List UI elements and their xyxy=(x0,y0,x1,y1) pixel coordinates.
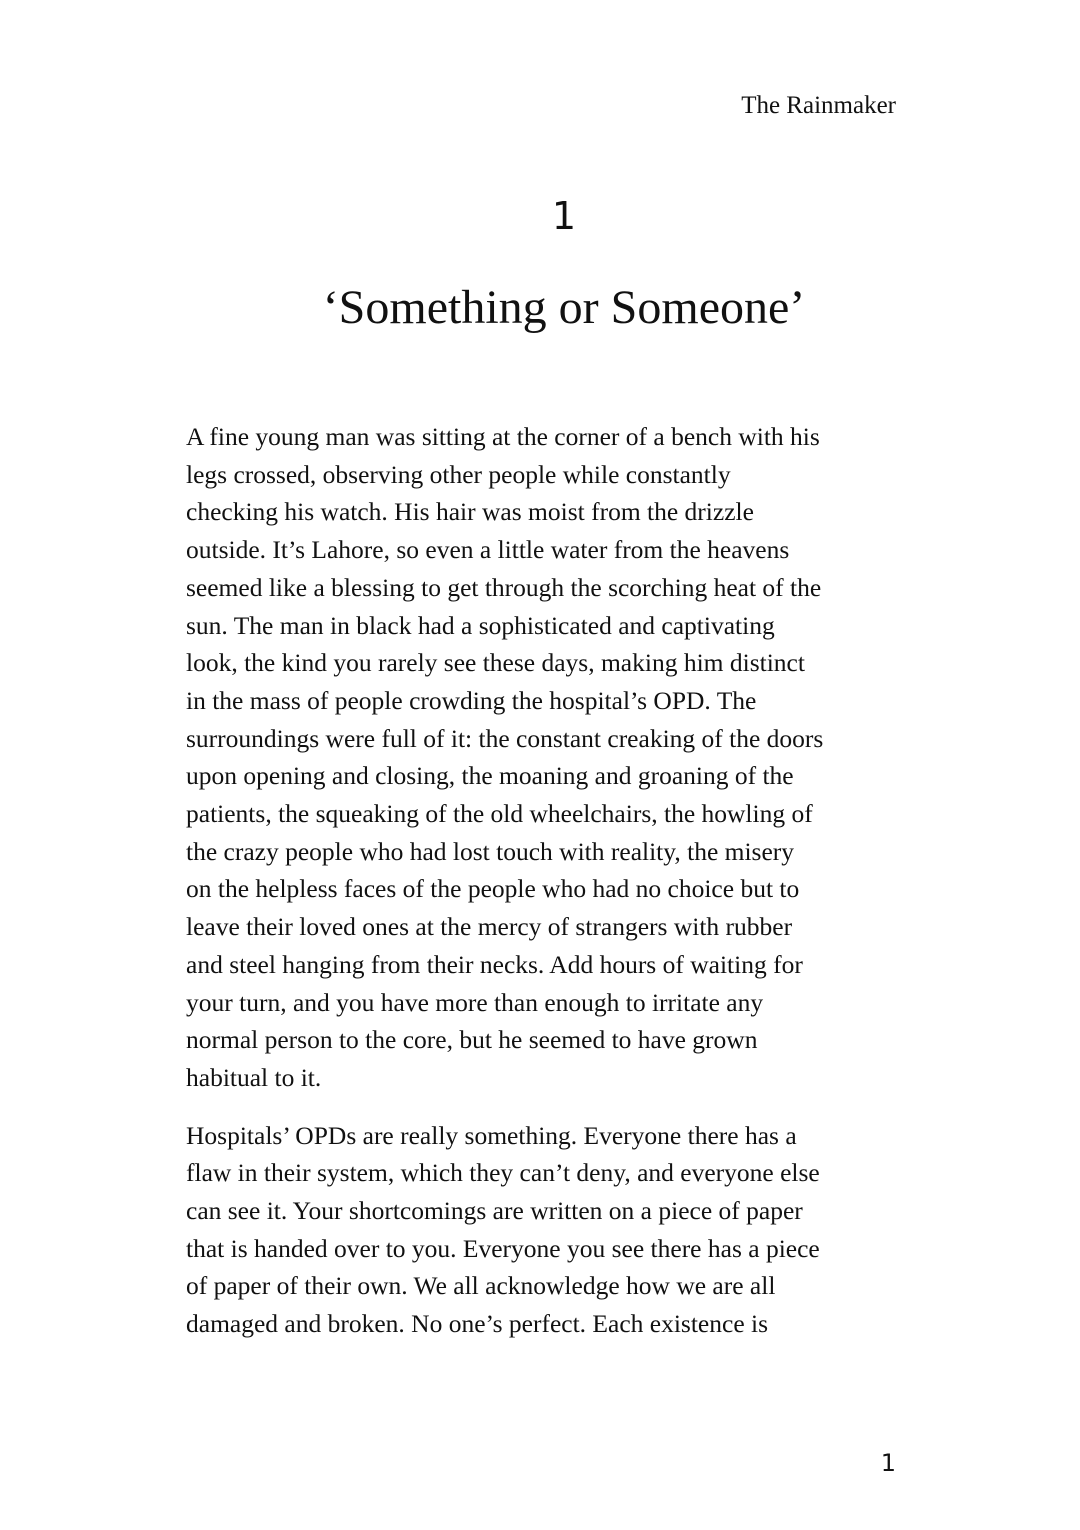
text-line: upon opening and closing, the moaning and groaning of the xyxy=(186,761,794,791)
page-number: 1 xyxy=(880,1449,896,1477)
text-line: damaged and broken. No one’s perfect. Each existence is xyxy=(186,1309,769,1339)
chapter-number: 1 xyxy=(551,194,577,238)
text-line: that is handed over to you. Everyone you see there has a piece xyxy=(186,1233,820,1263)
text-line: look, the kind you rarely see these days, making him distinct xyxy=(186,648,805,678)
text-line: can see it. Your shortcomings are written on a piece of paper xyxy=(186,1196,803,1226)
paragraph-2 xyxy=(186,1117,902,1343)
text-line: outside. It’s Lahore, so even a little water from the heavens xyxy=(186,535,790,565)
text-line: of paper of their own. We all acknowledge how we are all xyxy=(186,1271,776,1301)
text-line: sun. The man in black had a sophisticated and captivating xyxy=(186,610,775,640)
text-line: patients, the squeaking of the old wheelchairs, the howling of xyxy=(186,799,813,829)
text-line: your turn, and you have more than enough to irritate any xyxy=(186,987,764,1017)
text-line: the crazy people who had lost touch with reality, the misery xyxy=(186,836,795,866)
text-line: A fine young man was sitting at the corner of a bench with his xyxy=(186,422,820,451)
text-line: checking his watch. His hair was moist from the drizzle xyxy=(186,497,754,527)
text-line: leave their loved ones at the mercy of strangers with rubber xyxy=(186,912,793,942)
text-line: seemed like a blessing to get through the scorching heat of the xyxy=(186,572,822,602)
running-header-title: The Rainmaker xyxy=(741,92,896,119)
text-line: flaw in their system, which they can’t deny, and everyone else xyxy=(186,1158,820,1188)
text-line: normal person to the core, but he seemed to have grown xyxy=(186,1025,758,1055)
text-line: Hospitals’ OPDs are really something. Everyone there has a xyxy=(186,1120,797,1150)
text-line: in the mass of people crowding the hospital’s OPD. The xyxy=(186,685,757,715)
text-line: on the helpless faces of the people who had no choice but to xyxy=(186,874,800,904)
text-line: surroundings were full of it: the constant creaking of the doors xyxy=(186,723,824,753)
text-line: habitual to it. xyxy=(186,1062,322,1092)
chapter-title: ‘Something or Someone’ xyxy=(322,281,806,334)
text-line: legs crossed, observing other people while constantly xyxy=(186,459,731,489)
text-line: and steel hanging from their necks. Add hours of waiting for xyxy=(186,949,803,979)
body-text xyxy=(186,418,902,1363)
paragraph-1 xyxy=(186,418,902,1097)
